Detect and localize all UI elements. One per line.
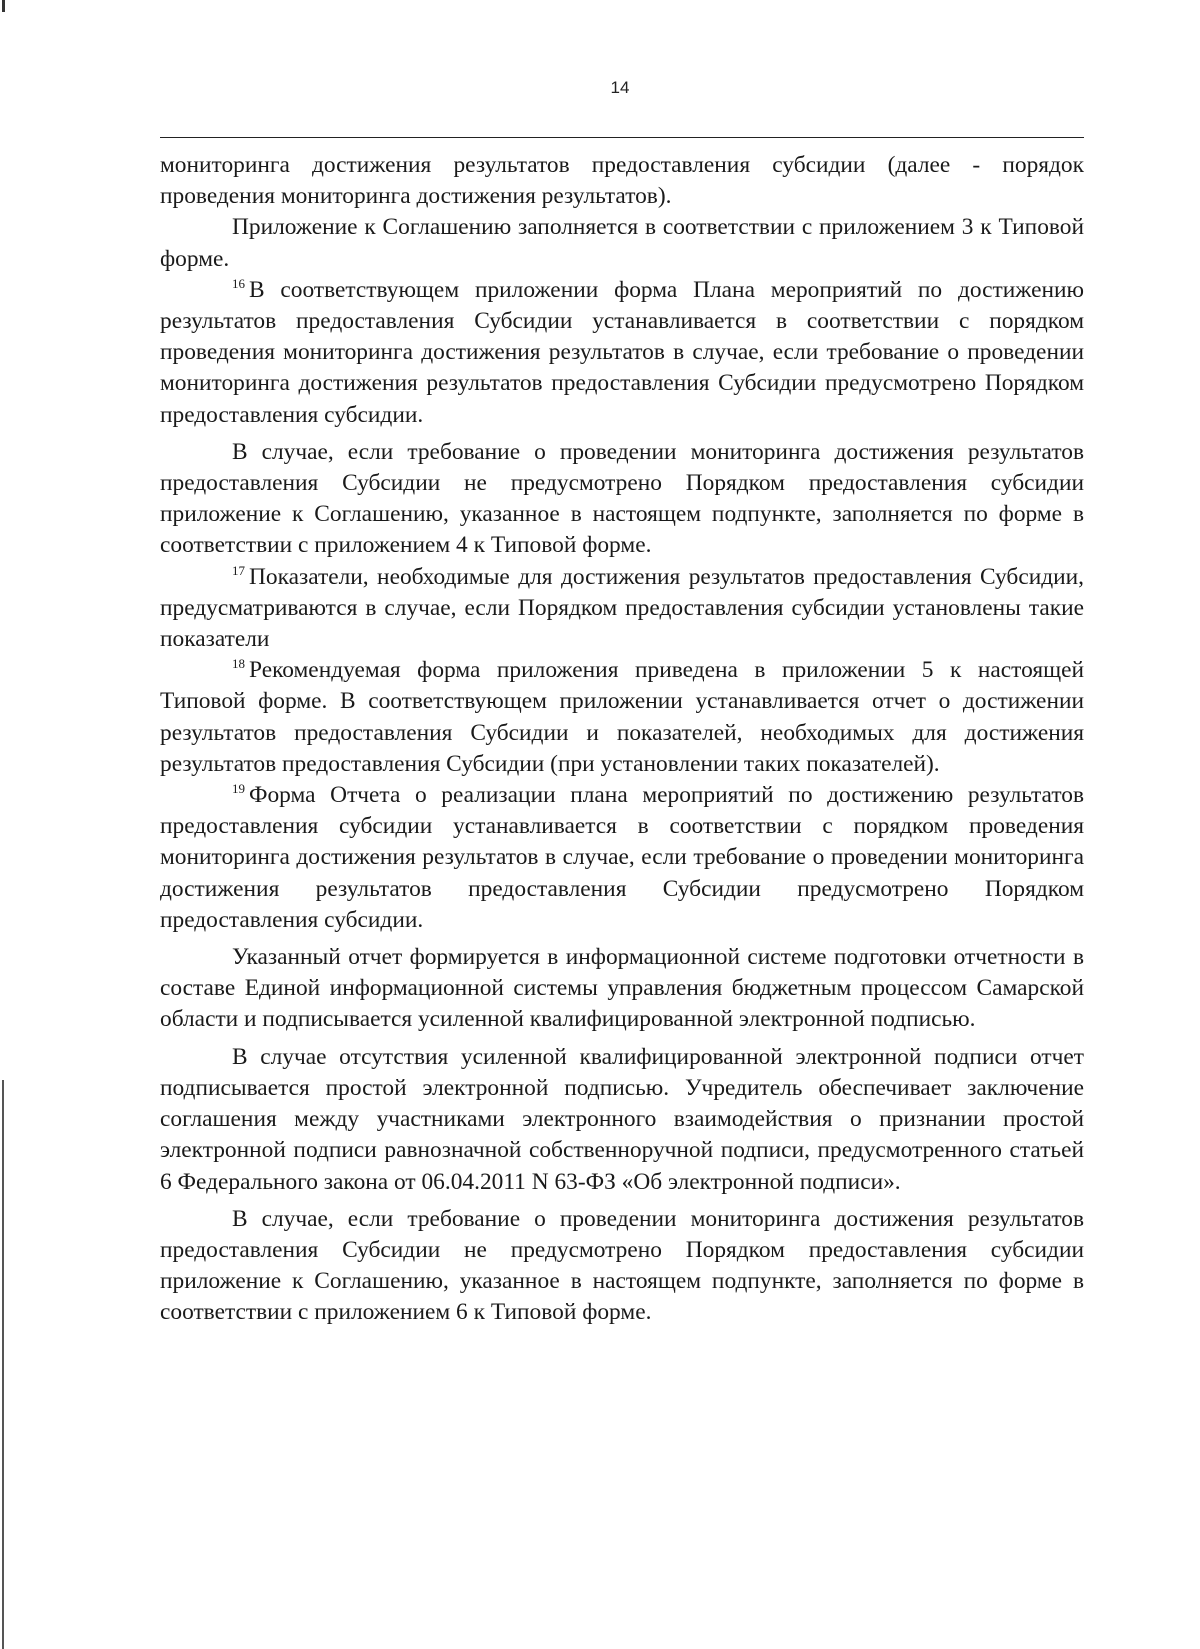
paragraph-report-system: Указанный отчет формируется в информационной системе подготовки отчетности в составе Единой информационной системы управления бюджетным процессом Самарской области и подписывается усиленной квалифицированной электронной подписью. xyxy=(160,944,1084,1033)
footnote-18-mark: 18 xyxy=(232,656,245,672)
document-body xyxy=(160,150,1084,1329)
footnote-17-mark: 17 xyxy=(232,562,245,578)
footnote-16-mark: 16 xyxy=(232,275,245,291)
footnote-19-mark: 19 xyxy=(232,781,245,797)
footnote-17-text: Показатели, необходимые для достижения результатов предоставления Субсидии, предусматриваются в случае, если Порядком предоставления субсидии установлены такие показатели xyxy=(160,563,1084,653)
footnote-19 xyxy=(160,780,1084,936)
page-number: 14 xyxy=(610,78,630,97)
footnote-19-text: Форма Отчета о реализации плана мероприятий по достижению результатов предоставления субсидии устанавливается в соответствии с порядком проведения мониторинга достижения результатов в случае, если требование о проведении мониторинга достижения результатов предоставления Субсидии предусмотрено Порядком предоставления субсидии. xyxy=(160,782,1084,933)
paragraph-simple-signature: В случае отсутствия усиленной квалифицированной электронной подписи отчет подписывается простой электронной подписью. Учредитель обеспечивает заключение соглашения между участниками электронного взаимодействия о признании простой электронной подписи равнозначной собственноручной подписи, предусмотренного статьей 6 Федерального закона от 06.04.2011 N 63-ФЗ «Об электронной подписи». xyxy=(160,1043,1084,1195)
paragraph-appendix-4: В случае, если требование о проведении мониторинга достижения результатов предоставления Субсидии не предусмотрено Порядком предоставления субсидии приложение к Соглашению, указанное в настоящем подпункте, заполняется по форме в соответствии с приложением 4 к Типовой форме. xyxy=(160,438,1084,559)
footnote-18-text: Рекомендуемая форма приложения приведена в приложении 5 к настоящей Типовой форме. В соответствующем приложении устанавливается отчет о достижении результатов предоставления Субсидии и показателей, необходимых для достижения результатов предоставления Субсидии (при установлении таких показателей). xyxy=(160,657,1084,777)
scan-edge-mark-left xyxy=(2,1080,4,1649)
header-divider xyxy=(160,137,1084,138)
footnote-16 xyxy=(160,275,1084,431)
paragraph-continuation: мониторинга достижения результатов предоставления субсидии (далее - порядок проведения мониторинга достижения результатов). xyxy=(160,152,1084,210)
paragraph-appendix-6: В случае, если требование о проведении мониторинга достижения результатов предоставления Субсидии не предусмотрено Порядком предоставления субсидии приложение к Соглашению, указанное в настоящем подпункте, заполняется по форме в соответствии с приложением 6 к Типовой форме. xyxy=(160,1205,1084,1326)
footnote-17 xyxy=(160,562,1084,656)
paragraph-appendix-3: Приложение к Соглашению заполняется в соответствии с приложением 3 к Типовой форме. xyxy=(160,214,1084,272)
scan-edge-mark-top xyxy=(2,0,5,12)
footnote-16-text: В соответствующем приложении форма Плана мероприятий по достижению результатов предоставления Субсидии устанавливается в соответствии с порядком проведения мониторинга достижения результатов в случае, если требование о проведении мониторинга достижения результатов предоставления Субсидии предусмотрено Порядком предоставления субсидии. xyxy=(160,276,1084,428)
footnote-18 xyxy=(160,655,1084,780)
